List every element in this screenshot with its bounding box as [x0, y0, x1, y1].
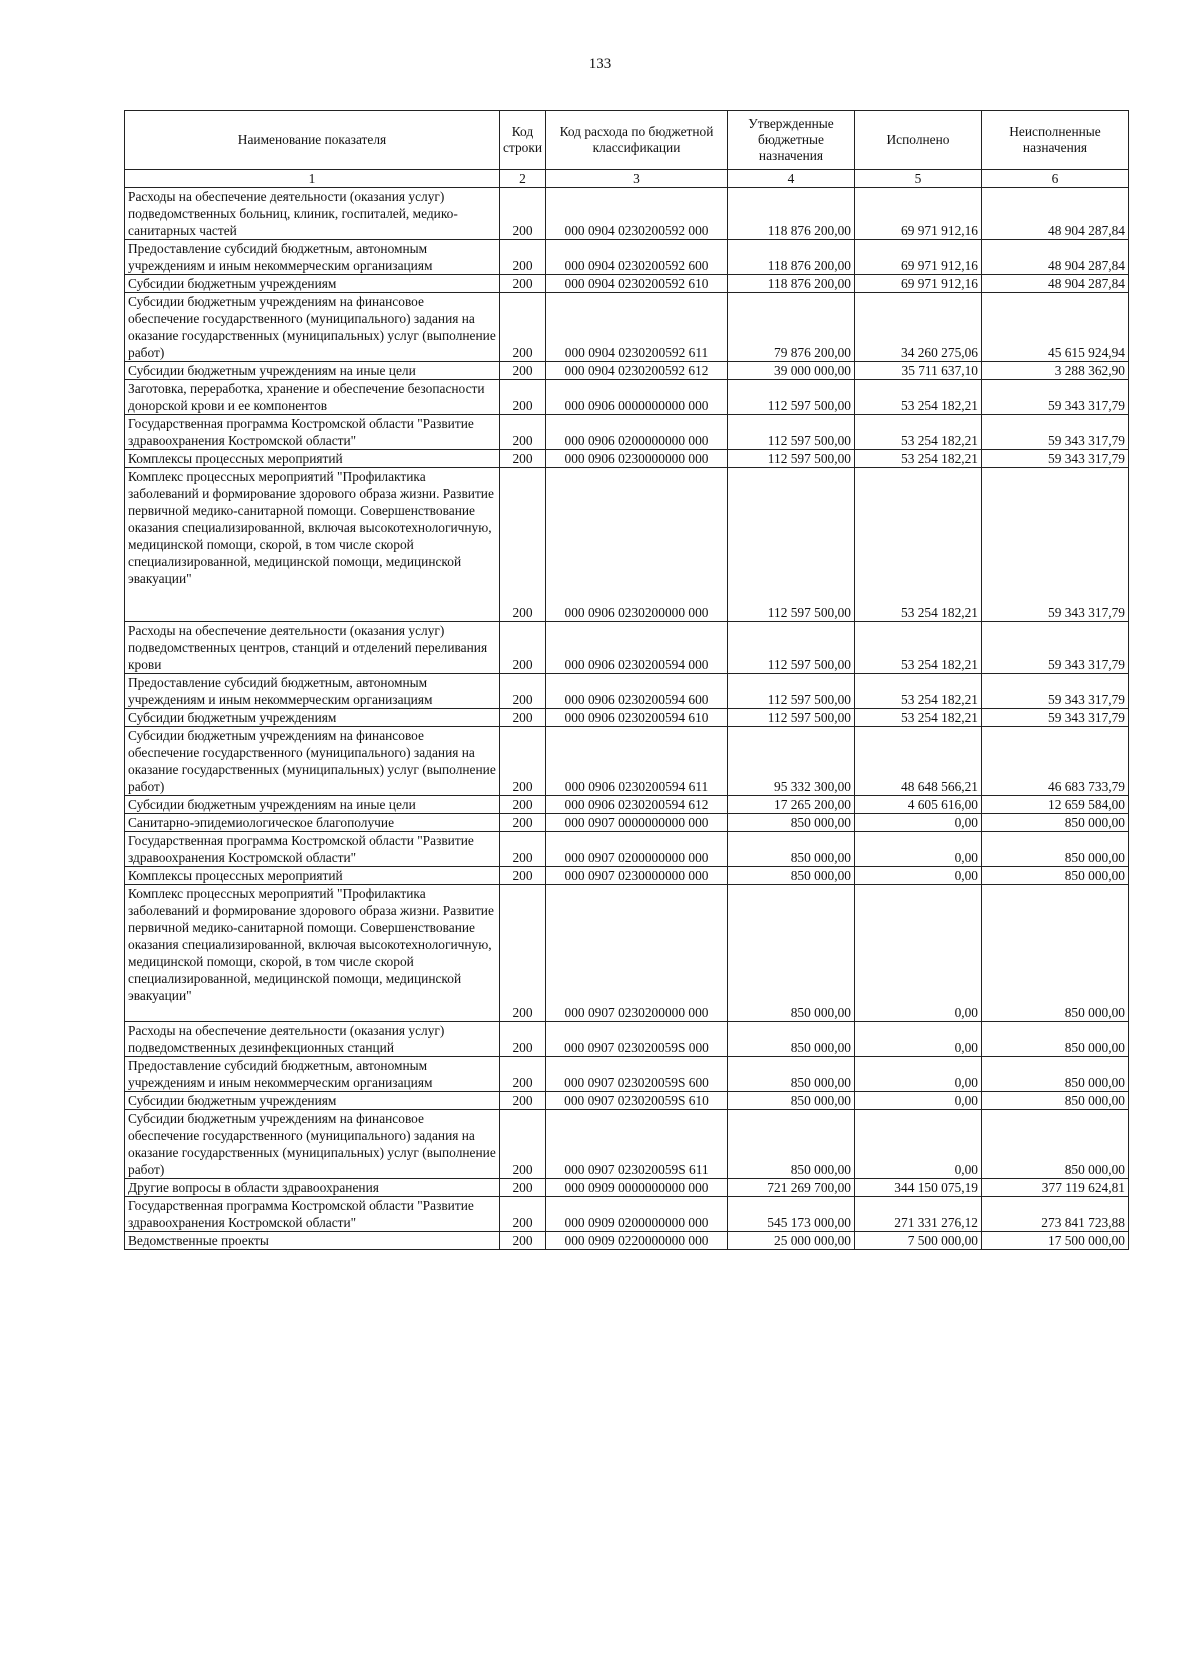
cell-unexecuted: 850 000,00: [982, 1092, 1129, 1110]
table-row: [125, 468, 1129, 622]
cell-executed: 53 254 182,21: [855, 415, 982, 450]
cell-code: 200: [500, 814, 546, 832]
cell-executed: 53 254 182,21: [855, 468, 982, 622]
cell-classification: 000 0906 0230200594 611: [546, 727, 728, 796]
cell-name: Предоставление субсидий бюджетным, автономным учреждениям и иным некоммерческим организациям: [125, 674, 500, 709]
table-row: [125, 275, 1129, 293]
cell-name: Субсидии бюджетным учреждениям на финансовое обеспечение государственного (муниципального) задания на оказание государственных (муниципальных) услуг (выполнение работ): [125, 293, 500, 362]
cell-classification: 000 0907 0230000000 000: [546, 867, 728, 885]
cell-classification: 000 0909 0220000000 000: [546, 1232, 728, 1250]
table-body: [125, 188, 1129, 1250]
cell-executed: 0,00: [855, 867, 982, 885]
cell-code: 200: [500, 362, 546, 380]
table-row: [125, 293, 1129, 362]
cell-name: Государственная программа Костромской области "Развитие здравоохранения Костромской области": [125, 832, 500, 867]
cell-name: Субсидии бюджетным учреждениям: [125, 709, 500, 727]
cell-executed: 344 150 075,19: [855, 1179, 982, 1197]
cell-name: Комплексы процессных мероприятий: [125, 450, 500, 468]
cell-unexecuted: 850 000,00: [982, 814, 1129, 832]
table-row: [125, 1110, 1129, 1179]
cell-executed: 53 254 182,21: [855, 709, 982, 727]
cell-classification: 000 0906 0230000000 000: [546, 450, 728, 468]
table-row: [125, 1232, 1129, 1250]
cell-code: 200: [500, 885, 546, 1022]
cell-unexecuted: 59 343 317,79: [982, 450, 1129, 468]
cell-unexecuted: 12 659 584,00: [982, 796, 1129, 814]
cell-executed: 34 260 275,06: [855, 293, 982, 362]
cell-unexecuted: 59 343 317,79: [982, 415, 1129, 450]
column-number: 5: [855, 170, 982, 188]
cell-code: 200: [500, 832, 546, 867]
table-row: [125, 240, 1129, 275]
cell-executed: 271 331 276,12: [855, 1197, 982, 1232]
cell-code: 200: [500, 1179, 546, 1197]
cell-approved: 850 000,00: [728, 832, 855, 867]
cell-classification: 000 0906 0230200594 000: [546, 622, 728, 674]
cell-name: Предоставление субсидий бюджетным, автономным учреждениям и иным некоммерческим организациям: [125, 1057, 500, 1092]
header-executed: Исполнено: [855, 111, 982, 170]
table-row: [125, 1197, 1129, 1232]
cell-code: 200: [500, 622, 546, 674]
cell-code: 200: [500, 1110, 546, 1179]
cell-executed: 69 971 912,16: [855, 188, 982, 240]
table-row: [125, 709, 1129, 727]
cell-code: 200: [500, 867, 546, 885]
table-row: [125, 622, 1129, 674]
column-number: 6: [982, 170, 1129, 188]
cell-executed: 69 971 912,16: [855, 240, 982, 275]
cell-name: Расходы на обеспечение деятельности (оказания услуг) подведомственных больниц, клиник, госпиталей, медико-санитарных частей: [125, 188, 500, 240]
cell-name: Субсидии бюджетным учреждениям на иные цели: [125, 362, 500, 380]
cell-code: 200: [500, 1022, 546, 1057]
cell-unexecuted: 59 343 317,79: [982, 468, 1129, 622]
cell-unexecuted: 850 000,00: [982, 867, 1129, 885]
cell-classification: 000 0907 023020059S 000: [546, 1022, 728, 1057]
cell-classification: 000 0907 0230200000 000: [546, 885, 728, 1022]
cell-code: 200: [500, 709, 546, 727]
table-row: [125, 814, 1129, 832]
cell-approved: 850 000,00: [728, 1022, 855, 1057]
cell-code: 200: [500, 727, 546, 796]
table-row: [125, 1022, 1129, 1057]
cell-name: Субсидии бюджетным учреждениям на финансовое обеспечение государственного (муниципального) задания на оказание государственных (муниципальных) услуг (выполнение работ): [125, 1110, 500, 1179]
cell-code: 200: [500, 1057, 546, 1092]
cell-code: 200: [500, 240, 546, 275]
cell-approved: 721 269 700,00: [728, 1179, 855, 1197]
cell-approved: 850 000,00: [728, 1057, 855, 1092]
header-approved: Утвержденные бюджетные назначения: [728, 111, 855, 170]
column-numbers-row: [125, 170, 1129, 188]
cell-executed: 69 971 912,16: [855, 275, 982, 293]
cell-classification: 000 0906 0200000000 000: [546, 415, 728, 450]
cell-approved: 118 876 200,00: [728, 240, 855, 275]
table-header: [125, 111, 1129, 188]
cell-approved: 112 597 500,00: [728, 674, 855, 709]
header-unexecuted: Неисполненные назначения: [982, 111, 1129, 170]
cell-executed: 53 254 182,21: [855, 380, 982, 415]
column-number: 2: [500, 170, 546, 188]
cell-executed: 0,00: [855, 1092, 982, 1110]
cell-classification: 000 0906 0230200594 610: [546, 709, 728, 727]
cell-classification: 000 0909 0200000000 000: [546, 1197, 728, 1232]
cell-code: 200: [500, 1092, 546, 1110]
cell-code: 200: [500, 380, 546, 415]
cell-name: Государственная программа Костромской области "Развитие здравоохранения Костромской области": [125, 1197, 500, 1232]
cell-unexecuted: 17 500 000,00: [982, 1232, 1129, 1250]
cell-code: 200: [500, 188, 546, 240]
budget-execution-table: [124, 110, 1129, 1250]
cell-name: Расходы на обеспечение деятельности (оказания услуг) подведомственных дезинфекционных станций: [125, 1022, 500, 1057]
cell-code: 200: [500, 415, 546, 450]
cell-approved: 17 265 200,00: [728, 796, 855, 814]
page-number: 133: [588, 56, 612, 72]
cell-name: Комплекс процессных мероприятий "Профилактика заболеваний и формирование здорового образа жизни. Развитие первичной медико-санитарной помощи. Совершенствование оказания специализированной, включая высокотехнологичную, медицинской помощи, скорой, в том числе скорой специализированной, медицинской помощи, медицинской эвакуации": [125, 885, 500, 1022]
cell-name: Предоставление субсидий бюджетным, автономным учреждениям и иным некоммерческим организациям: [125, 240, 500, 275]
cell-name: Субсидии бюджетным учреждениям на иные цели: [125, 796, 500, 814]
cell-code: 200: [500, 1197, 546, 1232]
table-row: [125, 380, 1129, 415]
cell-name: Государственная программа Костромской области "Развитие здравоохранения Костромской области": [125, 415, 500, 450]
table-row: [125, 727, 1129, 796]
cell-unexecuted: 48 904 287,84: [982, 188, 1129, 240]
table-row: [125, 1057, 1129, 1092]
cell-approved: 112 597 500,00: [728, 415, 855, 450]
cell-unexecuted: 850 000,00: [982, 832, 1129, 867]
table-row: [125, 1092, 1129, 1110]
cell-executed: 53 254 182,21: [855, 622, 982, 674]
cell-executed: 35 711 637,10: [855, 362, 982, 380]
cell-unexecuted: 48 904 287,84: [982, 240, 1129, 275]
cell-classification: 000 0907 0000000000 000: [546, 814, 728, 832]
cell-approved: 95 332 300,00: [728, 727, 855, 796]
cell-classification: 000 0907 0200000000 000: [546, 832, 728, 867]
header-name: Наименование показателя: [125, 111, 500, 170]
header-code: Код строки: [500, 111, 546, 170]
cell-code: 200: [500, 674, 546, 709]
table-row: [125, 867, 1129, 885]
table-row: [125, 796, 1129, 814]
cell-approved: 850 000,00: [728, 885, 855, 1022]
cell-code: 200: [500, 293, 546, 362]
cell-executed: 0,00: [855, 885, 982, 1022]
cell-unexecuted: 850 000,00: [982, 1057, 1129, 1092]
cell-executed: 0,00: [855, 832, 982, 867]
cell-unexecuted: 48 904 287,84: [982, 275, 1129, 293]
cell-name: Ведомственные проекты: [125, 1232, 500, 1250]
cell-approved: 39 000 000,00: [728, 362, 855, 380]
cell-executed: 0,00: [855, 814, 982, 832]
cell-unexecuted: 59 343 317,79: [982, 709, 1129, 727]
cell-code: 200: [500, 1232, 546, 1250]
cell-classification: 000 0906 0230200594 612: [546, 796, 728, 814]
cell-unexecuted: 377 119 624,81: [982, 1179, 1129, 1197]
cell-name: Субсидии бюджетным учреждениям: [125, 275, 500, 293]
cell-executed: 48 648 566,21: [855, 727, 982, 796]
column-number: 4: [728, 170, 855, 188]
cell-approved: 25 000 000,00: [728, 1232, 855, 1250]
cell-approved: 112 597 500,00: [728, 622, 855, 674]
cell-approved: 79 876 200,00: [728, 293, 855, 362]
cell-unexecuted: 45 615 924,94: [982, 293, 1129, 362]
table-row: [125, 674, 1129, 709]
cell-approved: 112 597 500,00: [728, 468, 855, 622]
cell-unexecuted: 59 343 317,79: [982, 380, 1129, 415]
table-row: [125, 415, 1129, 450]
cell-executed: 0,00: [855, 1110, 982, 1179]
header-classification: Код расхода по бюджетной классификации: [546, 111, 728, 170]
cell-name: Другие вопросы в области здравоохранения: [125, 1179, 500, 1197]
cell-classification: 000 0904 0230200592 610: [546, 275, 728, 293]
cell-code: 200: [500, 275, 546, 293]
cell-approved: 112 597 500,00: [728, 709, 855, 727]
cell-classification: 000 0909 0000000000 000: [546, 1179, 728, 1197]
cell-executed: 4 605 616,00: [855, 796, 982, 814]
cell-approved: 112 597 500,00: [728, 380, 855, 415]
cell-classification: 000 0907 023020059S 600: [546, 1057, 728, 1092]
cell-approved: 850 000,00: [728, 814, 855, 832]
cell-executed: 0,00: [855, 1057, 982, 1092]
cell-unexecuted: 46 683 733,79: [982, 727, 1129, 796]
cell-classification: 000 0904 0230200592 611: [546, 293, 728, 362]
cell-approved: 118 876 200,00: [728, 188, 855, 240]
cell-unexecuted: 850 000,00: [982, 1022, 1129, 1057]
cell-code: 200: [500, 468, 546, 622]
cell-classification: 000 0906 0230200594 600: [546, 674, 728, 709]
cell-unexecuted: 273 841 723,88: [982, 1197, 1129, 1232]
cell-unexecuted: 59 343 317,79: [982, 622, 1129, 674]
cell-name: Санитарно-эпидемиологическое благополучие: [125, 814, 500, 832]
table-row: [125, 1179, 1129, 1197]
cell-approved: 112 597 500,00: [728, 450, 855, 468]
cell-executed: 53 254 182,21: [855, 450, 982, 468]
cell-classification: 000 0904 0230200592 612: [546, 362, 728, 380]
cell-executed: 0,00: [855, 1022, 982, 1057]
column-number: 1: [125, 170, 500, 188]
cell-name: Субсидии бюджетным учреждениям на финансовое обеспечение государственного (муниципального) задания на оказание государственных (муниципальных) услуг (выполнение работ): [125, 727, 500, 796]
cell-classification: 000 0904 0230200592 000: [546, 188, 728, 240]
cell-code: 200: [500, 450, 546, 468]
table-row: [125, 832, 1129, 867]
table-row: [125, 450, 1129, 468]
cell-classification: 000 0907 023020059S 611: [546, 1110, 728, 1179]
cell-name: Комплекс процессных мероприятий "Профилактика заболеваний и формирование здорового образа жизни. Развитие первичной медико-санитарной помощи. Совершенствование оказания специализированной, включая высокотехнологичную, медицинской помощи, скорой, в том числе скорой специализированной, медицинской помощи, медицинской эвакуации": [125, 468, 500, 622]
cell-classification: 000 0907 023020059S 610: [546, 1092, 728, 1110]
cell-approved: 850 000,00: [728, 1092, 855, 1110]
column-number: 3: [546, 170, 728, 188]
table-row: [125, 885, 1129, 1022]
cell-unexecuted: 3 288 362,90: [982, 362, 1129, 380]
cell-code: 200: [500, 796, 546, 814]
cell-executed: 53 254 182,21: [855, 674, 982, 709]
cell-classification: 000 0904 0230200592 600: [546, 240, 728, 275]
cell-approved: 118 876 200,00: [728, 275, 855, 293]
cell-unexecuted: 850 000,00: [982, 1110, 1129, 1179]
cell-unexecuted: 850 000,00: [982, 885, 1129, 1022]
cell-classification: 000 0906 0230200000 000: [546, 468, 728, 622]
cell-classification: 000 0906 0000000000 000: [546, 380, 728, 415]
table-row: [125, 362, 1129, 380]
cell-name: Расходы на обеспечение деятельности (оказания услуг) подведомственных центров, станций и отделений переливания крови: [125, 622, 500, 674]
table-row: [125, 188, 1129, 240]
cell-approved: 850 000,00: [728, 1110, 855, 1179]
cell-executed: 7 500 000,00: [855, 1232, 982, 1250]
cell-approved: 850 000,00: [728, 867, 855, 885]
cell-name: Субсидии бюджетным учреждениям: [125, 1092, 500, 1110]
cell-approved: 545 173 000,00: [728, 1197, 855, 1232]
cell-unexecuted: 59 343 317,79: [982, 674, 1129, 709]
cell-name: Заготовка, переработка, хранение и обеспечение безопасности донорской крови и ее компонентов: [125, 380, 500, 415]
cell-name: Комплексы процессных мероприятий: [125, 867, 500, 885]
